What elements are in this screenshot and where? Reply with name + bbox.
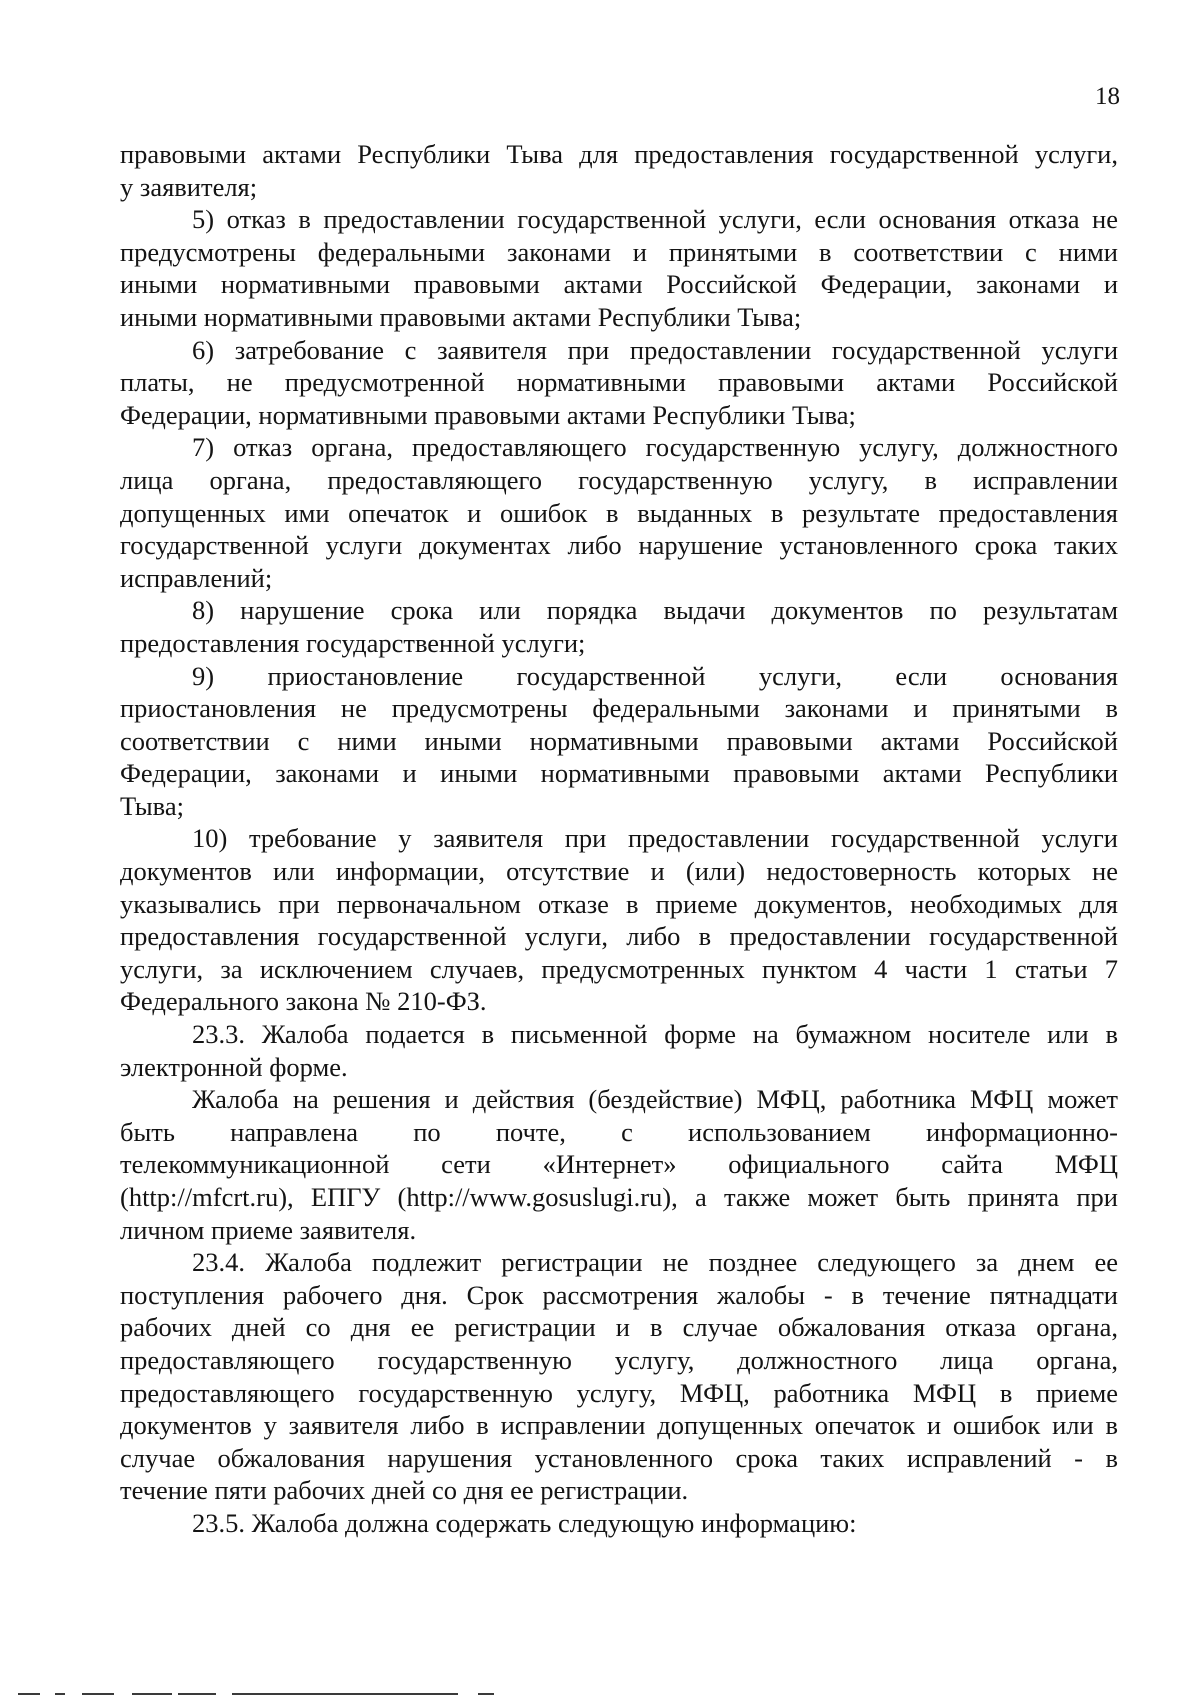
- text-line: (http://mfcrt.ru), ЕПГУ (http://www.gosuslugi.ru), а также может быть принята при: [120, 1182, 1118, 1212]
- document-body: [120, 138, 1118, 1540]
- text-line: предоставления государственной услуги, либо в предоставлении государственной: [120, 921, 1118, 952]
- text-line: предусмотрены федеральными законами и принятыми в соответствии с ними: [120, 236, 1118, 267]
- scan-mark: [55, 1693, 65, 1695]
- text-line: личном приеме заявителя.: [120, 1214, 417, 1245]
- text-line: иными нормативными правовыми актами Российской Федерации, законами и: [120, 269, 1118, 300]
- text-line: документов или информации, отсутствие и (или) недостоверность которых не: [120, 856, 1118, 887]
- text-line: телекоммуникационной сети «Интернет» официального сайта МФЦ: [120, 1149, 1118, 1180]
- text-line: государственной услуги документах либо нарушение установленного срока таких: [120, 530, 1118, 561]
- text-line: иными нормативными правовыми актами Республики Тыва;: [120, 301, 802, 332]
- page-number: 18: [1095, 83, 1120, 110]
- text-line: 10) требование у заявителя при предоставлении государственной услуги: [192, 823, 1118, 854]
- text-line: 6) затребование с заявителя при предоставлении государственной услуги: [192, 334, 1118, 365]
- text-line: 7) отказ органа, предоставляющего государственную услугу, должностного: [192, 432, 1118, 463]
- text-line: приостановления не предусмотрены федеральными законами и принятыми в: [120, 693, 1118, 724]
- text-line: случае обжалования нарушения установленного срока таких исправлений - в: [120, 1442, 1118, 1473]
- text-line: исправлений;: [120, 562, 273, 593]
- text-line: Федерации, законами и иными нормативными правовыми актами Республики: [120, 758, 1118, 789]
- text-line: соответствии с ними иными нормативными правовыми актами Российской: [120, 725, 1118, 756]
- scan-mark: [478, 1693, 494, 1695]
- text-line: предоставления государственной услуги;: [120, 627, 586, 658]
- text-line: поступления рабочего дня. Срок рассмотрения жалобы - в течение пятнадцати: [120, 1279, 1118, 1310]
- text-line: предоставляющего государственную услугу, МФЦ, работника МФЦ в приеме: [120, 1377, 1118, 1408]
- scan-mark: [82, 1693, 114, 1695]
- text-line: электронной форме.: [120, 1051, 348, 1082]
- text-line: течение пяти рабочих дней со дня ее регистрации.: [120, 1475, 689, 1506]
- text-line: 23.5. Жалоба должна содержать следующую информацию:: [192, 1507, 857, 1538]
- scan-mark: [132, 1693, 172, 1695]
- text-line: правовыми актами Республики Тыва для предоставления государственной услуги,: [120, 139, 1118, 169]
- text-line: услуги, за исключением случаев, предусмотренных пунктом 4 части 1 статьи 7: [120, 953, 1118, 984]
- text-line: 5) отказ в предоставлении государственной услуги, если основания отказа не: [192, 204, 1118, 235]
- text-line: предоставляющего государственную услугу, должностного лица органа,: [120, 1344, 1118, 1375]
- text-line: Жалоба на решения и действия (бездействие) МФЦ, работника МФЦ может: [192, 1084, 1118, 1115]
- text-line: Федерального закона № 210-ФЗ.: [120, 986, 487, 1017]
- text-line: платы, не предусмотренной нормативными правовыми актами Российской: [120, 367, 1118, 398]
- text-line: Федерации, нормативными правовыми актами Республики Тыва;: [120, 399, 856, 430]
- text-line: указывались при первоначальном отказе в приеме документов, необходимых для: [120, 888, 1118, 919]
- scan-mark: [18, 1693, 40, 1695]
- scan-mark: [178, 1693, 216, 1695]
- text-line: Тыва;: [120, 790, 184, 821]
- text-line: рабочих дней со дня ее регистрации и в случае обжалования отказа органа,: [120, 1312, 1118, 1343]
- text-line: лица органа, предоставляющего государственную услугу, в исправлении: [120, 464, 1118, 495]
- text-line: 23.4. Жалоба подлежит регистрации не позднее следующего за днем ее: [192, 1247, 1118, 1278]
- scan-edge-marks: [0, 1690, 1200, 1698]
- text-line: 9) приостановление государственной услуги, если основания: [192, 660, 1118, 691]
- text-line: быть направлена по почте, с использованием информационно-: [120, 1116, 1118, 1147]
- text-line: документов у заявителя либо в исправлении допущенных опечаток и ошибок или в: [120, 1410, 1118, 1441]
- text-line: 23.3. Жалоба подается в письменной форме на бумажном носителе или в: [192, 1019, 1118, 1050]
- text-line: у заявителя;: [120, 171, 258, 202]
- text-line: 8) нарушение срока или порядка выдачи документов по результатам: [192, 595, 1118, 626]
- text-line: допущенных ими опечаток и ошибок в выданных в результате предоставления: [120, 497, 1118, 528]
- scan-mark: [232, 1693, 458, 1695]
